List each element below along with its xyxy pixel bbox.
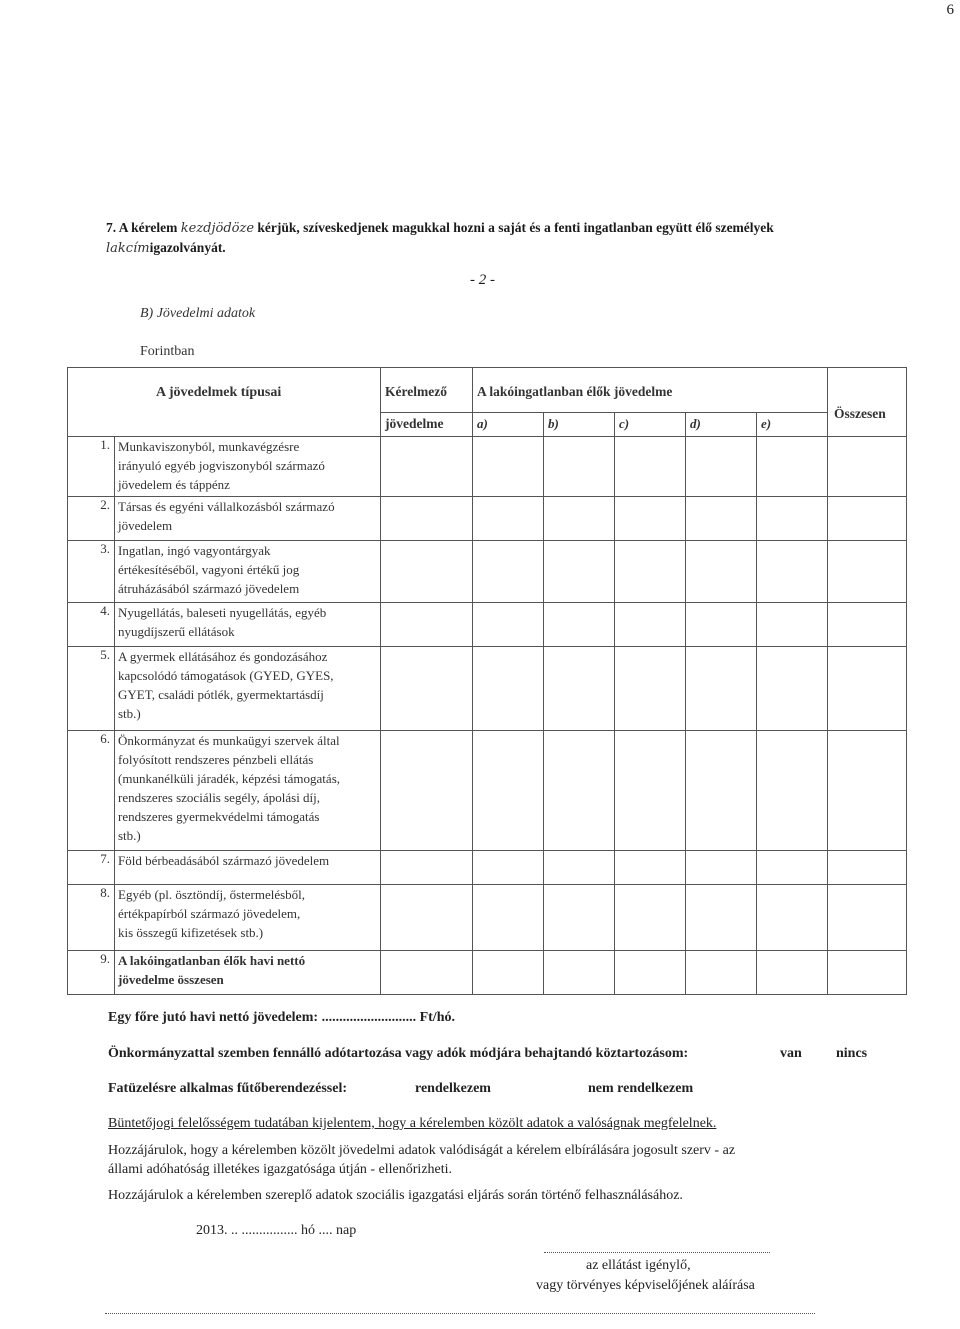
row-number: 6. bbox=[68, 731, 115, 851]
input-cell[interactable] bbox=[686, 951, 757, 995]
header-sub-d: d) bbox=[686, 413, 757, 437]
header-sub-a: a) bbox=[473, 413, 544, 437]
header-total: Összesen bbox=[828, 368, 907, 437]
input-cell[interactable] bbox=[381, 731, 473, 851]
input-cell[interactable] bbox=[544, 951, 615, 995]
input-cell[interactable] bbox=[757, 647, 828, 731]
input-cell[interactable] bbox=[686, 731, 757, 851]
row-number: 9. bbox=[68, 951, 115, 995]
input-cell[interactable] bbox=[757, 851, 828, 885]
row-number: 1. bbox=[68, 437, 115, 497]
input-cell[interactable] bbox=[615, 731, 686, 851]
table-header-row bbox=[68, 368, 907, 413]
input-cell[interactable] bbox=[381, 437, 473, 497]
table-row bbox=[68, 603, 907, 647]
input-cell[interactable] bbox=[473, 603, 544, 647]
input-cell[interactable] bbox=[828, 603, 907, 647]
currency-label: Forintban bbox=[140, 344, 195, 359]
input-cell[interactable] bbox=[757, 885, 828, 951]
tax-debt-no[interactable]: nincs bbox=[836, 1046, 868, 1061]
header-applicant-2: jövedelme bbox=[381, 413, 473, 437]
input-cell[interactable] bbox=[757, 951, 828, 995]
input-cell[interactable] bbox=[615, 647, 686, 731]
input-cell[interactable] bbox=[828, 951, 907, 995]
table-row-total bbox=[68, 951, 907, 995]
input-cell[interactable] bbox=[757, 497, 828, 541]
input-cell[interactable] bbox=[615, 437, 686, 497]
handwritten-text-2: lakcím bbox=[106, 241, 150, 256]
input-cell[interactable] bbox=[544, 731, 615, 851]
input-cell[interactable] bbox=[686, 497, 757, 541]
page-number: 6 bbox=[946, 2, 954, 18]
table-row bbox=[68, 541, 907, 603]
row-label: Ingatlan, ingó vagyontárgyak értékesítéséből, vagyoni értékű jog átruházásából származó jövedelem bbox=[115, 541, 381, 603]
input-cell[interactable] bbox=[828, 851, 907, 885]
input-cell[interactable] bbox=[544, 647, 615, 731]
signature-caption-1: az ellátást igénylő, bbox=[586, 1258, 691, 1273]
row-label: Egyéb (pl. ösztöndíj, őstermelésből, értékpapírból származó jövedelem, kis összegű kifizetések stb.) bbox=[115, 885, 381, 951]
input-cell[interactable] bbox=[544, 497, 615, 541]
input-cell[interactable] bbox=[686, 647, 757, 731]
header-household: A lakóingatlanban élők jövedelme bbox=[473, 368, 828, 413]
table-row bbox=[68, 497, 907, 541]
input-cell[interactable] bbox=[381, 603, 473, 647]
input-cell[interactable] bbox=[381, 541, 473, 603]
row-label: A gyermek ellátásához és gondozásához kapcsolódó támogatások (GYED, GYES, GYET, családi pótlék, gyermektartásdíj stb.) bbox=[115, 647, 381, 731]
table-row bbox=[68, 647, 907, 731]
input-cell[interactable] bbox=[381, 885, 473, 951]
heating-label: Fatüzelésre alkalmas fűtőberendezéssel: bbox=[108, 1081, 347, 1096]
consent-2: Hozzájárulok a kérelemben szereplő adatok szociális igazgatási eljárás során történő felhasználásához. bbox=[108, 1188, 683, 1203]
row-number: 8. bbox=[68, 885, 115, 951]
tax-debt-label: Önkormányzattal szemben fennálló adótartozása vagy adók módjára behajtandó köztartozásom: bbox=[108, 1046, 689, 1061]
row-label: Társas és egyéni vállalkozásból származó jövedelem bbox=[115, 497, 381, 541]
input-cell[interactable] bbox=[757, 437, 828, 497]
signature-caption-2: vagy törvényes képviselőjének aláírása bbox=[536, 1278, 755, 1293]
section-title: B) Jövedelmi adatok bbox=[140, 306, 256, 321]
heating-yes[interactable]: rendelkezem bbox=[415, 1081, 491, 1096]
input-cell[interactable] bbox=[615, 885, 686, 951]
row-number: 3. bbox=[68, 541, 115, 603]
input-cell[interactable] bbox=[686, 541, 757, 603]
row-number: 4. bbox=[68, 603, 115, 647]
per-capita-income: Egy főre jutó havi nettó jövedelem: ........................... Ft/hó. bbox=[108, 1010, 455, 1025]
input-cell[interactable] bbox=[473, 437, 544, 497]
income-table bbox=[67, 367, 907, 995]
row-number: 7. bbox=[68, 851, 115, 885]
signature-line[interactable] bbox=[544, 1252, 770, 1253]
input-cell[interactable] bbox=[615, 497, 686, 541]
header-applicant: Kérelmező bbox=[381, 368, 473, 413]
input-cell[interactable] bbox=[544, 603, 615, 647]
input-cell[interactable] bbox=[544, 885, 615, 951]
input-cell[interactable] bbox=[615, 851, 686, 885]
input-cell[interactable] bbox=[544, 541, 615, 603]
row-label: Nyugellátás, baleseti nyugellátás, egyéb nyugdíjszerű ellátások bbox=[115, 603, 381, 647]
header-sub-b: b) bbox=[544, 413, 615, 437]
tax-debt-line bbox=[108, 1046, 868, 1062]
input-cell[interactable] bbox=[544, 851, 615, 885]
input-cell[interactable] bbox=[757, 603, 828, 647]
consent-1-line-2: állami adóhatóság illetékes igazgatósága útján - ellenőrizheti. bbox=[108, 1162, 453, 1177]
input-cell[interactable] bbox=[473, 497, 544, 541]
heating-line bbox=[108, 1081, 868, 1097]
consent-1-line-1: Hozzájárulok, hogy a kérelemben közölt jövedelmi adatok valódiságát a kérelem elbírálására jogosult szerv - az bbox=[108, 1143, 736, 1158]
input-cell[interactable] bbox=[686, 851, 757, 885]
declaration: Büntetőjogi felelősségem tudatában kijelentem, hogy a kérelemben közölt adatok a valóságnak megfelelnek. bbox=[108, 1116, 717, 1131]
intro-after: igazolványát. bbox=[149, 240, 226, 255]
input-cell[interactable] bbox=[757, 731, 828, 851]
input-cell[interactable] bbox=[473, 541, 544, 603]
handwritten-text-1: kezdjödöze bbox=[180, 221, 255, 236]
table-row bbox=[68, 731, 907, 851]
table-row bbox=[68, 437, 907, 497]
intro-before: 7. A kérelem bbox=[106, 220, 178, 235]
input-cell[interactable] bbox=[473, 885, 544, 951]
input-cell[interactable] bbox=[473, 647, 544, 731]
input-cell[interactable] bbox=[473, 951, 544, 995]
input-cell[interactable] bbox=[381, 951, 473, 995]
row-number: 2. bbox=[68, 497, 115, 541]
input-cell[interactable] bbox=[686, 885, 757, 951]
date-line[interactable]: 2013. .. ................ hó .... nap bbox=[196, 1223, 357, 1238]
tax-debt-yes[interactable]: van bbox=[780, 1046, 802, 1061]
input-cell[interactable] bbox=[828, 885, 907, 951]
intro-note bbox=[106, 218, 866, 258]
bottom-dotted-line bbox=[105, 1313, 815, 1314]
header-types: A jövedelmek típusai bbox=[68, 368, 381, 437]
page-mark: - 2 - bbox=[470, 272, 495, 288]
input-cell[interactable] bbox=[473, 851, 544, 885]
input-cell[interactable] bbox=[544, 437, 615, 497]
input-cell[interactable] bbox=[828, 497, 907, 541]
heating-no[interactable]: nem rendelkezem bbox=[588, 1081, 694, 1096]
input-cell[interactable] bbox=[828, 437, 907, 497]
row-label: Munkaviszonyból, munkavégzésre irányuló egyéb jogviszonyból származó jövedelem és táppénz bbox=[115, 437, 381, 497]
input-cell[interactable] bbox=[686, 437, 757, 497]
input-cell[interactable] bbox=[381, 647, 473, 731]
row-label: A lakóingatlanban élők havi nettó jövedelme összesen bbox=[115, 951, 381, 995]
row-label: Föld bérbeadásából származó jövedelem bbox=[115, 851, 381, 885]
row-label: Önkormányzat és munkaügyi szervek által folyósított rendszeres pénzbeli ellátás (munkanélküli járadék, képzési támogatás, rendszeres szociális segély, ápolási díj, rendszeres gyermekvédelmi támogatás stb.) bbox=[115, 731, 381, 851]
header-sub-c: c) bbox=[615, 413, 686, 437]
input-cell[interactable] bbox=[473, 731, 544, 851]
input-cell[interactable] bbox=[686, 603, 757, 647]
table-row bbox=[68, 885, 907, 951]
input-cell[interactable] bbox=[615, 951, 686, 995]
intro-middle: kérjük, szíveskedjenek magukkal hozni a saját és a fenti ingatlanban együtt élő személyek bbox=[257, 220, 774, 235]
input-cell[interactable] bbox=[615, 603, 686, 647]
input-cell[interactable] bbox=[757, 541, 828, 603]
input-cell[interactable] bbox=[615, 541, 686, 603]
input-cell[interactable] bbox=[828, 731, 907, 851]
header-sub-e: e) bbox=[757, 413, 828, 437]
input-cell[interactable] bbox=[828, 647, 907, 731]
input-cell[interactable] bbox=[381, 851, 473, 885]
input-cell[interactable] bbox=[828, 541, 907, 603]
input-cell[interactable] bbox=[381, 497, 473, 541]
row-number: 5. bbox=[68, 647, 115, 731]
table-row bbox=[68, 851, 907, 885]
